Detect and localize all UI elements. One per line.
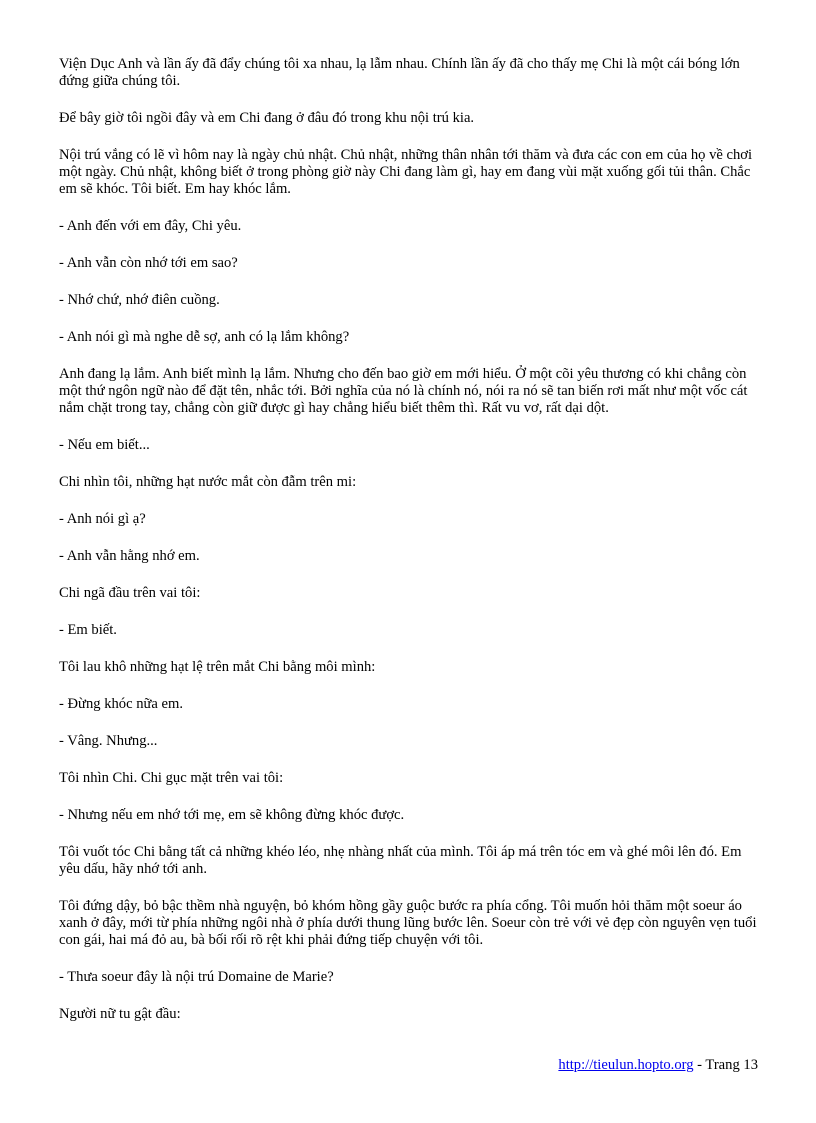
dialogue-line: - Anh đến với em đây, Chi yêu. xyxy=(59,218,242,234)
page-number: - Trang 13 xyxy=(693,1057,758,1073)
dialogue-line: - Anh nói gì ạ? xyxy=(59,511,146,527)
paragraph: Tôi đứng dậy, bỏ bậc thềm nhà nguyện, bỏ khóm hồng gầy guộc bước ra phía cổng. Tôi muốn hỏi thăm một soeur áo xanh ở đây, mới từ phía những ngôi nhà ở phía dưới thung lũng bước lên. Soeur còn trẻ với vẻ đẹp còn nguyên vẹn tuổi con gái, hai má đỏ au, bà bối rối rõ rệt khi phải đứng tiếp chuyện với tôi. xyxy=(59,898,757,948)
paragraph: Tôi vuốt tóc Chi bằng tất cả những khéo léo, nhẹ nhàng nhất của mình. Tôi áp má trên tóc em và ghé môi lên đó. Em yêu dấu, hãy nhớ tới anh. xyxy=(59,844,742,877)
dialogue-line: - Nhớ chứ, nhớ điên cuồng. xyxy=(59,292,220,308)
dialogue-line: - Nếu em biết... xyxy=(59,437,150,453)
dialogue-line: - Anh vẫn hằng nhớ em. xyxy=(59,548,200,564)
document-body xyxy=(59,56,759,1043)
paragraph: Viện Dục Anh và lần ấy đã đẩy chúng tôi xa nhau, lạ lẫm nhau. Chính lần ấy đã cho thấy mẹ Chi là một cái bóng lớn đứng giữa chúng tôi. xyxy=(59,56,740,89)
page-footer xyxy=(558,1057,758,1074)
dialogue-line: - Đừng khóc nữa em. xyxy=(59,696,184,712)
dialogue-line: - Thưa soeur đây là nội trú Domaine de Marie? xyxy=(59,969,334,985)
paragraph: Chi nhìn tôi, những hạt nước mắt còn đẫm trên mi: xyxy=(59,474,357,490)
dialogue-line: - Anh vẫn còn nhớ tới em sao? xyxy=(59,255,238,271)
dialogue-line: - Nhưng nếu em nhớ tới mẹ, em sẽ không đừng khóc được. xyxy=(59,807,405,823)
paragraph: Chi ngã đầu trên vai tôi: xyxy=(59,585,201,601)
paragraph: Anh đang lạ lắm. Anh biết mình lạ lắm. Nhưng cho đến bao giờ em mới hiểu. Ở một cõi yêu thương có khi chẳng còn một thứ ngôn ngữ nào để đặt tên, nhắc tới. Bởi nghĩa của nó là chính nó, nói ra nó sẽ tan biến rơi mất như một vốc cát nắm chặt trong tay, chẳng còn giữ được gì hay chẳng hiểu biết thêm thì. Rất vu vơ, rất dại dột. xyxy=(59,366,748,416)
dialogue-line: - Vâng. Nhưng... xyxy=(59,733,158,749)
dialogue-line: - Em biết. xyxy=(59,622,117,638)
paragraph: Nội trú vắng có lẽ vì hôm nay là ngày chủ nhật. Chủ nhật, những thân nhân tới thăm và đưa các con em của họ về chơi một ngày. Chủ nhật, không biết ở trong phòng giờ này Chi đang làm gì, hay em đang vùi mặt xuống gối tủi thân. Chắc em sẽ khóc. Tôi biết. Em hay khóc lắm. xyxy=(59,147,753,197)
paragraph: Tôi nhìn Chi. Chi gục mặt trên vai tôi: xyxy=(59,770,284,786)
paragraph: Người nữ tu gật đầu: xyxy=(59,1006,181,1022)
paragraph: Để bây giờ tôi ngồi đây và em Chi đang ở đâu đó trong khu nội trú kia. xyxy=(59,110,475,126)
paragraph: Tôi lau khô những hạt lệ trên mắt Chi bằng môi mình: xyxy=(59,659,376,675)
dialogue-line: - Anh nói gì mà nghe dễ sợ, anh có lạ lắm không? xyxy=(59,329,350,345)
source-link[interactable]: http://tieulun.hopto.org xyxy=(558,1057,694,1073)
